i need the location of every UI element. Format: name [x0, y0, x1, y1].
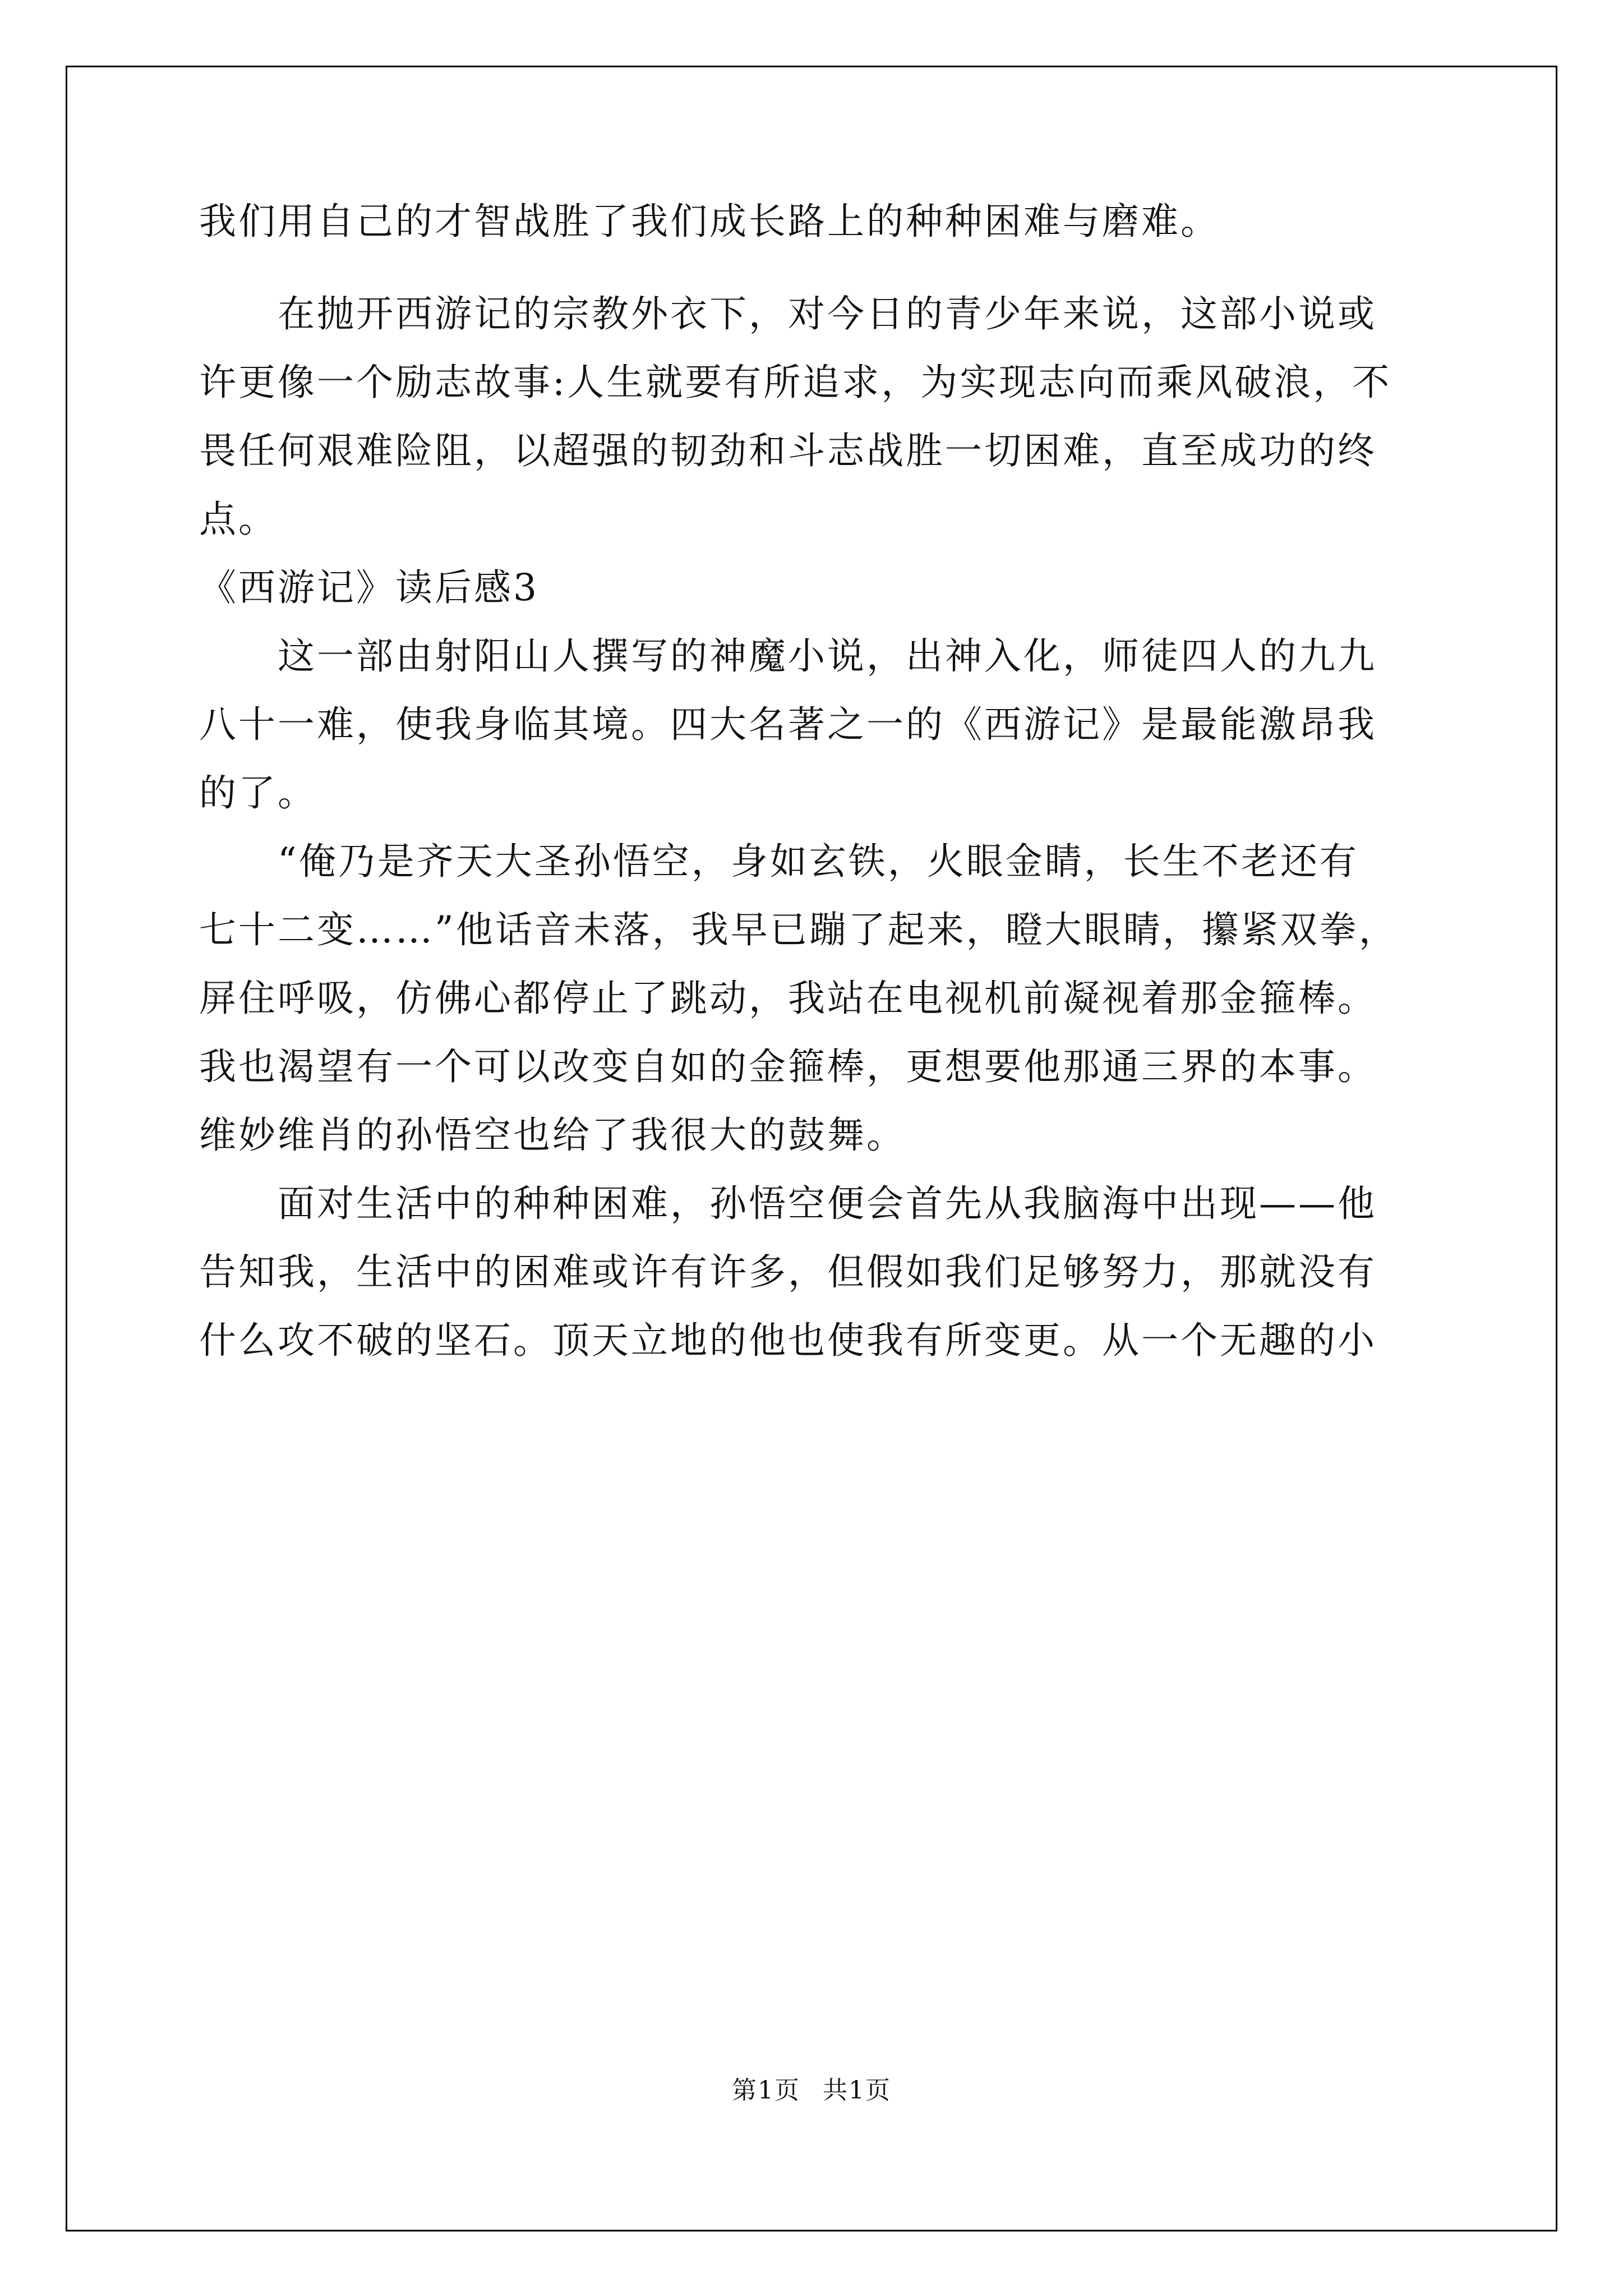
text-line: 告知我，生活中的困难或许有许多，但假如我们足够努力，那就没有	[199, 1250, 1377, 1294]
text-line: 八十一难，使我身临其境。四大名著之一的《西游记》是最能激昂我	[199, 703, 1377, 746]
section-heading: 《西游记》读后感3	[199, 566, 539, 609]
text-line: 七十二变……”他话音未落，我早已蹦了起来，瞪大眼睛，攥紧双拳，	[199, 908, 1398, 951]
text-line: 什么攻不破的坚石。顶天立地的他也使我有所变更。从一个无趣的小	[199, 1319, 1377, 1362]
text-line: 屏住呼吸，仿佛心都停止了跳动，我站在电视机前凝视着那金箍棒。	[199, 977, 1377, 1020]
text-line: 许更像一个励志故事:人生就要有所追求，为实现志向而乘风破浪，不	[199, 361, 1392, 404]
text-line: 我也渴望有一个可以改变自如的金箍棒，更想要他那通三界的本事。	[199, 1045, 1377, 1088]
text-line: 点。	[199, 498, 278, 541]
text-line: 这一部由射阳山人撰写的神魔小说，出神入化，师徒四人的九九	[199, 634, 1377, 678]
page-total: 共1页	[823, 2076, 891, 2105]
text-line: 维妙维肖的孙悟空也给了我很大的鼓舞。	[199, 1114, 906, 1157]
text-line: 畏任何艰难险阻，以超强的韧劲和斗志战胜一切困难，直至成功的终	[199, 429, 1377, 472]
page-number: 第1页	[732, 2076, 800, 2105]
text-line: “俺乃是齐天大圣孙悟空，身如玄铁，火眼金睛，长生不老还有	[199, 840, 1359, 883]
text-line: 的了。	[199, 771, 317, 815]
text-line: 面对生活中的种种困难，孙悟空便会首先从我脑海中出现——他	[199, 1182, 1377, 1225]
text-line: 我们用自己的才智战胜了我们成长路上的种种困难与磨难。	[199, 200, 1220, 243]
text-line: 在抛开西游记的宗教外衣下，对今日的青少年来说，这部小说或	[199, 292, 1377, 335]
page-footer	[0, 2070, 1623, 2106]
